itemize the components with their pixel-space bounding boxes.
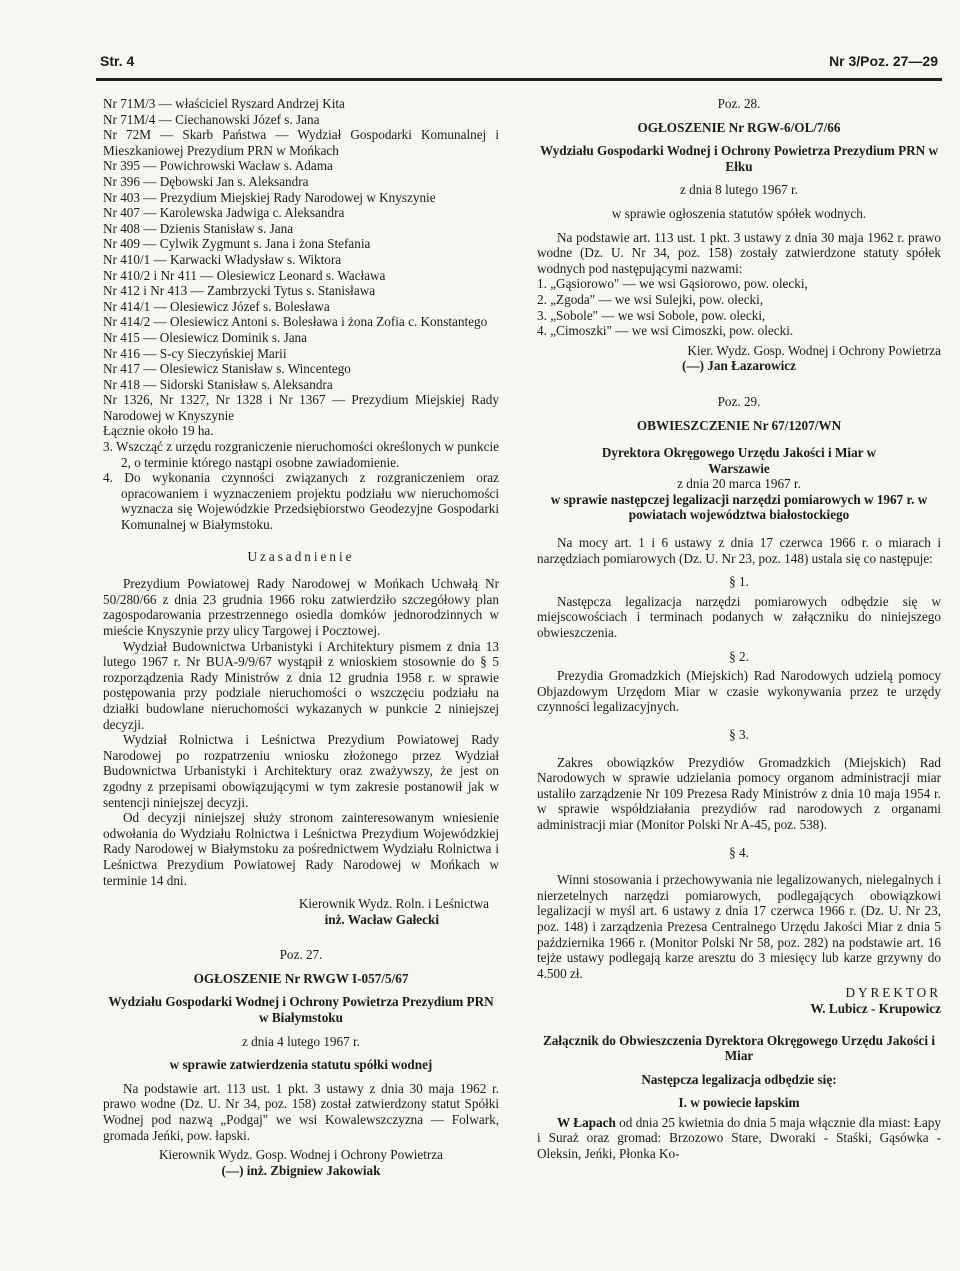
notice-29-issuer: Dyrektora Okręgowego Urzędu Jakości i Miar w Warszawie: [601, 445, 877, 476]
parcel-entry: Nr 416 — S-cy Sieczyńskiej Marii: [103, 345, 287, 361]
announcement-27-body: Na podstawie art. 113 ust. 1 pkt. 3 ustawy z dnia 30 maja 1962 r. prawo wodne (Dz. U. Nr 34, poz. 158) został zatwierdzony statut Spółki Wodnej pod nazwą „Podgaj" we wsi Kowalewszczyzna — Folwark, gromada Jeńki, pow. łapski.: [103, 1080, 499, 1143]
header-rule: [96, 78, 942, 81]
position-27: Poz. 27.: [279, 947, 323, 963]
parcel-entry: Nr 71M/3 — właściciel Ryszard Andrzej Kita: [103, 96, 345, 111]
announcement-28-title: OGŁOSZENIE Nr RGW-6/OL/7/66: [637, 119, 841, 135]
announcement-27-signature-name: (—) inż. Zbigniew Jakowiak: [221, 1162, 381, 1178]
parcel-entry: Nr 408 — Dzienis Stanisław s. Jana: [103, 220, 294, 236]
paragraph-4-text: Winni stosowania i przechowywania nie legalizowanych, nielegalnych i nierzetelnych narzędzi pomiarowych, podlegających obowiązkowi legalizacji w myśl art. 6 ustawy z dnia 17 czerwca 1966 r. (Dz. U. Nr 23, poz. 148) i zarządzenia Prezesa Centralnego Urzędu Jakości Miar z dnia 5 października 1966 r. (Monitor Polski Nr 58, poz. 282) na podstawie art. 16 tejże ustawy podlegają karze aresztu do 3 miesięcy lub karze grzywny do 4.500 zł.: [537, 872, 941, 981]
paragraph-2-mark: § 2.: [729, 648, 749, 664]
parcel-entry: Nr 71M/4 — Ciechanowski Józef s. Jana: [103, 111, 320, 127]
signature-name: inż. Wacław Gałecki: [324, 911, 439, 927]
paragraph-3-text: Zakres obowiązków Prezydiów Gromadzkich (Miejskich) Rad Narodowych w sprawie udzielania pomocy organom administracji miar ustaliło zarządzenie Nr 109 Prezesa Rady Ministrów z dnia 10 maja 1954 r. w sprawie współdziałania prezydiów rad narodowych z organami administracji miar (Monitor Polski Nr A-45, poz. 538).: [537, 754, 941, 832]
notice-29-title: OBWIESZCZENIE Nr 67/1207/WN: [636, 417, 842, 433]
parcel-entry: Nr 415 — Olesiewicz Dominik s. Jana: [103, 329, 308, 345]
annex-text: [537, 1115, 941, 1162]
justification-paragraph: Od decyzji niniejszej służy stronom zainteresowanym wniesienie odwołania do Wydziału Rolnictwa i Leśnictwa Prezydium Wojewódzkiej Rady Narodowej w Białymstoku za pośrednictwem Wydziału Rolnictwa i Leśnictwa Prezydium Powiatowej Rady Narodowej w Mońkach w terminie 14 dni.: [103, 810, 499, 888]
total-area: Łącznie około 19 ha.: [103, 423, 214, 439]
announcement-27-subject: w sprawie zatwierdzenia statutu spółki wodnej: [169, 1057, 433, 1073]
parcel-entry: Nr 410/2 i Nr 411 — Olesiewicz Leonard s. Wacława: [103, 267, 386, 283]
parcel-entry: Nr 414/1 — Olesiewicz Józef s. Bolesława: [103, 298, 330, 314]
position-28: Poz. 28.: [717, 96, 761, 111]
announcement-27-signature-role: Kierownik Wydz. Gosp. Wodnej i Ochrony Powietrza: [158, 1147, 444, 1163]
announcement-28-subject: w sprawie ogłoszenia statutów spółek wodnych.: [611, 205, 867, 221]
annex-text-body: od dnia 25 kwietnia do dnia 5 maja włącznie dla miast: Łapy i Suraż oraz gromad: Brzozowo Stare, Dworaki - Staśki, Gąsówka - Oleksin, Jeńki, Płonka Ko-: [537, 1114, 941, 1162]
left-column: [103, 96, 499, 1178]
paragraph-2-text: Prezydia Gromadzkich (Miejskich) Rad Narodowych udzielą pomocy Objazdowym Urzędom Miar w czasie wykonywania przez te urzędy czynności legalizacyjnych.: [537, 668, 941, 715]
announcement-28-body: Na podstawie art. 113 ust. 1 pkt. 3 ustawy z dnia 30 maja 1962 r. prawo wodne (Dz. U. Nr 34, poz. 158) zostały zatwierdzone statuty spółek wodnych pod następującymi nazwami:: [537, 229, 941, 276]
list-item: 2. „Zgoda" — we wsi Sulejki, pow. olecki,: [537, 291, 764, 307]
announcement-28-signature-name: (—) Jan Łazarowicz: [681, 358, 797, 374]
paragraph-1-mark: § 1.: [729, 574, 749, 590]
announcement-27-issuer: Wydziału Gospodarki Wodnej i Ochrony Powietrza Prezydium PRN w Białymstoku: [108, 994, 494, 1026]
justification-paragraph: Wydział Budownictwa Urbanistyki i Architektury pismem z dnia 13 lutego 1967 r. Nr BUA-9/9/67 wystąpił z wnioskiem stosownie do § 5 rozporządzenia Rady Ministrów z dnia 12 grudnia 1958 r. w sprawie postępowania przy podziale nieruchomości o wszczęciu podziału na działki budowlane nieruchomości wykazanych w punkcie 2 niniejszej decyzji.: [103, 638, 499, 732]
justification-paragraph: Wydział Rolnictwa i Leśnictwa Prezydium Powiatowej Rady Narodowej po rozpatrzeniu wniosku złożonego przez Wydział Budownictwa Urbanistyki i Architektury oraz zważywszy, że jest on zgodny z przepisami obowiązującymi w tym zakresie postanowił jak w sentencji niniejszej decyzji.: [103, 732, 499, 810]
justification-paragraph: Prezydium Powiatowej Rady Narodowej w Mońkach Uchwałą Nr 50/280/66 z dnia 23 grudnia 1966 roku zatwierdziło szczegółowy plan zagospodarowania przestrzennego osiedla domków jednorodzinnych w mieście Knyszynie przy ulicy Targowej i Pocztowej.: [103, 576, 499, 638]
parcel-entry: Nr 1326, Nr 1327, Nr 1328 i Nr 1367 — Prezydium Miejskiej Rady Narodowej w Knyszynie: [103, 392, 499, 423]
director-title: DYREKTOR: [845, 985, 941, 1001]
announcement-27-date: z dnia 4 lutego 1967 r.: [242, 1033, 360, 1049]
item-4: 4. Do wykonania czynności związanych z rozgraniczeniem oraz opracowaniem i wyznaczeniem projektu podziału ww nieruchomości wyznacza się Wojewódzkie Przedsiębiorstwo Geodezyjne Gospodarki Komunalnej w Białymstoku.: [103, 470, 499, 533]
parcel-list: [103, 96, 499, 423]
item-3: 3. Wszcząć z urzędu rozgraniczenie nieruchomości określonych w punkcie 2, o terminie którego nastąpi osobne zawiadomienie.: [103, 439, 499, 470]
notice-29-subject: w sprawie następczej legalizacji narzędzi pomiarowych w 1967 r. w powiatach województwa białostockiego: [550, 491, 928, 523]
issue-reference: Nr 3/Poz. 27—29: [829, 53, 938, 69]
annex-section: I. w powiecie łapskim: [678, 1095, 800, 1111]
parcel-entry: Nr 396 — Dębowski Jan s. Aleksandra: [103, 173, 309, 189]
parcel-entry: Nr 418 — Sidorski Stanisław s. Aleksandra: [103, 376, 333, 392]
notice-29-date: z dnia 20 marca 1967 r.: [677, 476, 801, 492]
list-item: 1. „Gąsiorowo" — we wsi Gąsiorowo, pow. olecki,: [537, 276, 808, 292]
list-item: 3. „Sobole" — we wsi Sobole, pow. olecki,: [537, 307, 766, 323]
annex-text-place: W Łapach: [557, 1114, 616, 1130]
parcel-entry: Nr 403 — Prezydium Miejskiej Rady Narodowej w Knyszynie: [103, 189, 436, 205]
notice-29-intro: Na mocy art. 1 i 6 ustawy z dnia 17 czerwca 1966 r. o miarach i narzędziach pomiarowych (Dz. U. Nr 23, poz. 148) ustala się co następuje:: [537, 535, 941, 566]
paragraph-3-mark: § 3.: [729, 727, 749, 742]
parcel-entry: Nr 395 — Powichrowski Wacław s. Adama: [103, 158, 333, 174]
annex-subtitle: Następcza legalizacja odbędzie się:: [641, 1071, 837, 1087]
list-item: 4. „Cimoszki" — we wsi Cimoszki, pow. olecki.: [537, 323, 794, 339]
parcel-entry: Nr 414/2 — Olesiewicz Antoni s. Bolesława i żona Zofia c. Konstantego: [103, 314, 488, 330]
annex-title: Załącznik do Obwieszczenia Dyrektora Okręgowego Urzędu Jakości i Miar: [542, 1032, 936, 1064]
page-number: Str. 4: [100, 53, 135, 69]
right-column: [537, 96, 941, 1162]
parcel-entry: Nr 409 — Cylwik Zygmunt s. Jana i żona Stefania: [103, 236, 371, 252]
parcel-entry: Nr 72M — Skarb Państwa — Wydział Gospodarki Komunalnej i Mieszkaniowej Prezydium PRN w Mońkach: [103, 127, 499, 158]
paragraph-4-mark: § 4.: [729, 844, 749, 860]
announcement-28-signature-role: Kier. Wydz. Gosp. Wodnej i Ochrony Powietrza: [687, 342, 941, 358]
parcel-entry: Nr 407 — Karolewska Jadwiga c. Aleksandra: [103, 205, 345, 221]
parcel-entry: Nr 417 — Olesiewicz Stanisław s. Wincentego: [103, 361, 351, 377]
announcement-27-title: OGŁOSZENIE Nr RWGW I-057/5/67: [193, 970, 409, 986]
justification-title: Uzasadnienie: [247, 548, 355, 564]
announcement-28-issuer: Wydziału Gospodarki Wodnej i Ochrony Powietrza Prezydium PRN w Ełku: [539, 143, 939, 174]
announcement-28-date: z dnia 8 lutego 1967 r.: [680, 182, 798, 198]
parcel-entry: Nr 412 i Nr 413 — Zambrzycki Tytus s. Stanisława: [103, 283, 376, 299]
paragraph-1-text: Następcza legalizacja narzędzi pomiarowych odbędzie się w miejscowościach i terminach podanych w załączniku do niniejszego obwieszczenia.: [537, 593, 941, 641]
position-29: Poz. 29.: [717, 393, 761, 409]
signature-role: Kierownik Wydz. Roln. i Leśnictwa: [298, 896, 489, 912]
page-header: [100, 54, 938, 76]
director-name: W. Lubicz - Krupowicz: [810, 1000, 941, 1016]
parcel-entry: Nr 410/1 — Karwacki Władysław s. Wiktora: [103, 251, 342, 267]
